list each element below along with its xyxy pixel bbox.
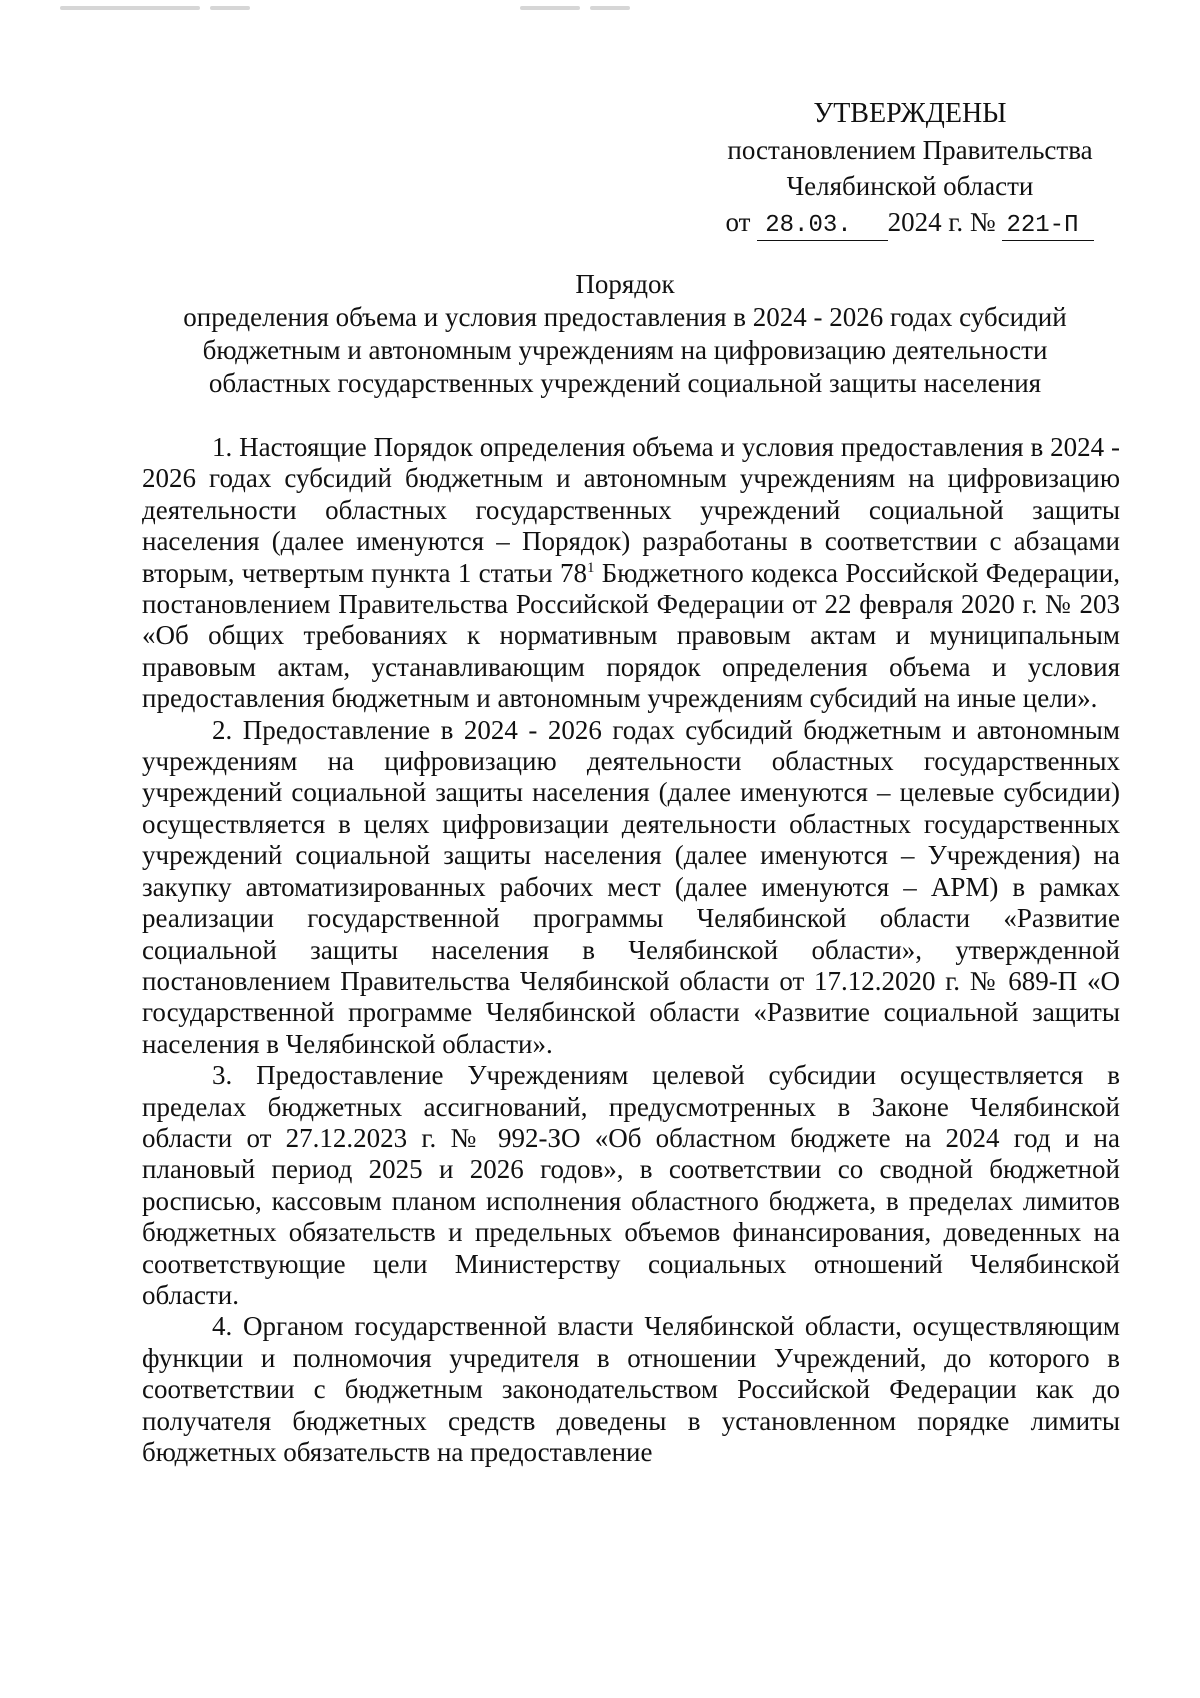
title-heading: Порядок <box>575 269 675 299</box>
year-label: 2024 г. № <box>887 207 996 237</box>
title-line-3: областных государственных учреждений социальной защиты населения <box>208 368 1042 398</box>
title-line-2: бюджетным и автономным учреждениям на цифровизацию деятельности <box>202 335 1048 365</box>
from-label: от <box>725 207 751 237</box>
paragraph-1 <box>142 432 1120 715</box>
approval-date: 28.03. <box>757 212 887 241</box>
scan-artifact <box>60 6 200 10</box>
paragraph-2: 2. Предоставление в 2024 - 2026 годах субсидий бюджетным и автономным учреждениям на цифровизацию деятельности областных государственных учреждений социальной защиты населения (далее именуются – целевые субсидии) осуществляется в целях цифровизации деятельности областных государственных учреждений социальной защиты населения (далее именуются – Учреждения) на закупку автоматизированных рабочих мест (далее именуются – АРМ) в рамках реализации государственной программы Челябинской области «Развитие социальной защиты населения в Челябинской области», утвержденной постановлением Правительства Челябинской области от 17.12.2020 г. № 689-П «О государственной программе Челябинской области «Развитие социальной защиты населения в Челябинской области». <box>142 714 1120 1059</box>
paragraph-3: 3. Предоставление Учреждениям целевой субсидии осуществляется в пределах бюджетных ассигнований, предусмотренных в Законе Челябинской области от 27.12.2023 г. № 992-ЗО «Об областном бюджете на 2024 год и на плановый период 2025 и 2026 годов», в соответствии со сводной бюджетной росписью, кассовым планом исполнения областного бюджета, в пределах лимитов бюджетных обязательств и предельных объемов финансирования, доведенных на соответствующие цели Министерству социальных отношений Челябинской области. <box>142 1060 1120 1310</box>
paragraph-1-text-b: Бюджетного кодекса Российской Федерации, постановлением Правительства Российской Федерации от 22 февраля 2020 г. № 203 «Об общих требованиях к нормативным правовым актам и муниципальным правовым актам, устанавливающим порядок определения объема и условия предоставления бюджетным и автономным учреждениям субсидий на иные цели». <box>142 557 1120 714</box>
approval-line-2: Челябинской области <box>786 171 1034 201</box>
document-title <box>130 268 1120 400</box>
approval-date-number-line <box>700 204 1120 241</box>
approval-stamp <box>700 96 1120 241</box>
title-line-1: определения объема и условия предоставления в 2024 - 2026 годах субсидий <box>183 302 1067 332</box>
scan-artifact <box>590 6 630 10</box>
approval-number: 221-П <box>1002 212 1094 241</box>
paragraph-4: 4. Органом государственной власти Челябинской области, осуществляющим функции и полномочия учредителя в отношении Учреждений, до которого в соответствии с бюджетным законодательством Российской Федерации как до получателя бюджетных средств доведены в установленном порядке лимиты бюджетных обязательств на предоставление <box>142 1311 1120 1467</box>
article-superscript: 1 <box>586 559 595 576</box>
approval-line-1: постановлением Правительства <box>727 135 1093 165</box>
paragraph-1-text-a: 1. Настоящие Порядок определения объема и условия предоставления в 2024 - 2026 годах субсидий бюджетным и автономным учреждениям на цифровизацию деятельности областных государственных учреждений социальной защиты населения (далее именуются – Порядок) разработаны в соответствии с абзацами вторым, четвертым пункта 1 статьи 78 <box>142 432 1120 588</box>
document-body <box>142 432 1120 1468</box>
approval-status: УТВЕРЖДЕНЫ <box>813 98 1007 129</box>
scan-artifact <box>210 6 250 10</box>
scan-artifact <box>520 6 580 10</box>
